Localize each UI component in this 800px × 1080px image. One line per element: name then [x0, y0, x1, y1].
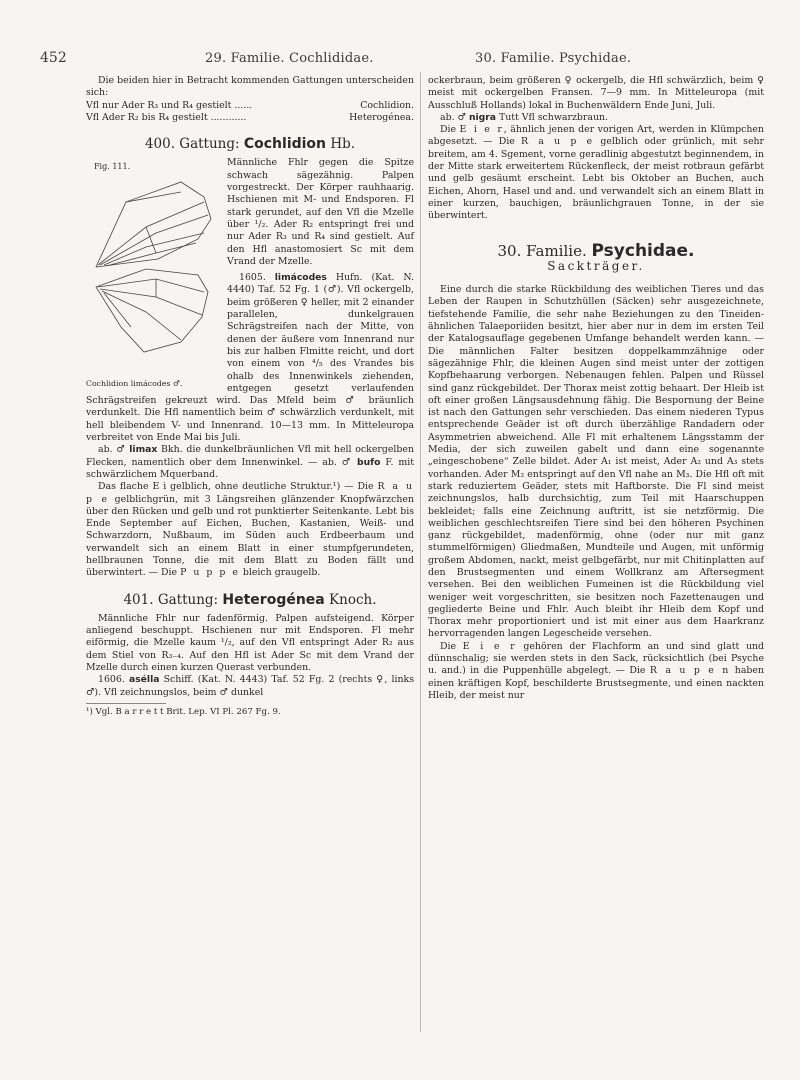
- figure-caption: Cochlidion limácodes ♂.: [86, 379, 183, 389]
- wing-venation-figure: [86, 157, 221, 390]
- footnote: ¹) Vgl. B a r r e t t Brit. Lep. VI Pl. 267 Fg. 9.: [86, 706, 281, 717]
- aberration-limax: ab. ♂ limax Bkh. die dunkelbräunlichen Vfl mit hell ockergelben Flecken, namentlich ober dem Innenwinkel. — ab. ♂ bufo F. mit schwärzlichem Mquerband.: [86, 444, 415, 480]
- figure-label: Fig. 111.: [94, 162, 131, 172]
- intro-paragraph: Die beiden hier in Betracht kommenden Gattungen unterscheiden sich:: [86, 75, 414, 99]
- genus2-description: Männliche Fhlr nur fadenförmig. Palpen aufsteigend. Körper anliegend beschuppt. Hschienen nur mit Endsporen. Fl mehr eiförmig, die Mzelle kaum ¹/₂, auf den Vfl entspringt Ader R₂ aus dem Stiel von R₃₋₄. Auf den Hfl ist Ader Sc mit dem Vrand der Mzelle durch einen kurzen Querast verbunden.: [86, 612, 414, 674]
- family-description: Eine durch die starke Rückbildung des weiblichen Tieres und das Leben der Raupen in Schutzhüllen (Säcken) sehr ausgezeichnete, tiefstehende Familie, die sehr nahe Beziehungen zu den Tineiden-ähnlichen Talaeporiiden besitzt, hier aber nur in dem im ersten Teil der Katalogsauflage gegebenen Umfange behandelt werden kann. — Die männlichen Falter besitzen doppelkammzähnige oder sägezähnige Fhlr, die kleinen Augen sind meist unter der zottigen Kopfbehaarung verborgen. Nebenaugen fehlen. Palpen und Rüssel sind ganz rückgebildet. Der Thorax meist zottig behaart. Der Hleib ist oft einer großen Längsausdehnung fähig. Die Bespornung der Beine ist nach den Gattungen sehr verschieden. Das einem niederen Typus entsprechende Geäder ist oft durch überzählige Randadern oder Asymmetrien abweichend. Alle Fl mit erhaltenem Längsstamm der Media, der sich zuweilen gabelt und dann eine sogenannte „eingeschobene“ Zelle bildet. Ader A₁ ist meist, Ader A₂ und A₃ stets vorhanden. Ader M₂ entspringt auf den Vfl nahe an M₃. Die Hfl oft mit stark reduziertem Geäder, stets mit Haftborste. Die Fl sind meist zeichnungslos, halb durchsichtig, zum Teil mit Haarschuppen bekleidet; falls eine Zeichnung auftritt, ist sie netzförmig. Die weiblichen geschlechtsreifen Tiere sind bei den höheren Psychinen ganz rückgebildet, madenförmig, ohne (oder nur mit ganz stummelförmigen) Gliedmaßen, Mundteile und Augen, mit unförmig großem Abdomen, nackt, meist gelbgefärbt, nur mit Chitinplatten auf den Brustsegmenten und einem Wollkranz am Aftersegment versehen. Bei den weiblichen Fumeinen ist die Rückbildung viel weniger weit vorgeschritten, sie besitzen noch Fazettenaugen und gegliederte Beine und Fhlr. Auch bleibt ihr Hleib dem Kopf und Thorax mehr proportioniert und ist mit einer aus dem Haarkranz hervorragenden langen Legescheide versehen.: [428, 284, 764, 640]
- family-subheading: Sackträger.: [547, 258, 645, 273]
- genus-heading-heterogenea: 401. Gattung: Heterogénea Knoch.: [123, 591, 377, 608]
- key-row-2: Vfl Ader R₂ bis R₄ gestielt ............ Heterogénea.: [86, 111, 414, 123]
- footnote-rule: [86, 703, 166, 704]
- wing-venation-drawing: [86, 157, 221, 377]
- genus1-description: Männliche Fhlr gegen die Spitze schwach sägezähnig. Palpen vorgestreckt. Der Körper rauhhaarig. Hschienen mit M- und Endsporen. Fl stark gerundet, auf den Vfl die Mzelle über ¹/₂. Ader R₂ entspringt frei und nur Ader R₃ und R₄ sind gestielt. Auf den Hfl anastomosiert Sc mit dem Vrand der Mzelle.: [227, 157, 414, 267]
- species-name-limacodes: limácodes: [274, 272, 327, 284]
- right-column: [428, 75, 764, 702]
- aberration-nigra: ab. ♂ nigra Tutt Vfl schwarzbraun.: [440, 111, 609, 123]
- page-header: [40, 50, 765, 68]
- asella-life-history: Die E i e r, ähnlich jenen der vorigen Art, werden in Klümpchen abgesetzt. — Die R a u p e gelblich oder grünlich, mit sehr breitem, am 4. Sgement, vorne geradlinig abgestutzt beginnendem, in der Mitte stark erweitertem Rückenfleck, der meist rotbraun gefärbt und gelb gesäumt erscheint. Lebt bis Oktober an Buchen, auch Eichen, Ahorn, Hasel und and. und verwandelt sich an einem Blatt in einer kurzen, bauchigen, bräunlichgrauen Tonne, in der sie überwintert.: [428, 124, 765, 222]
- species-1605: 1605. limácodes Hufn. (Kat. N. 4440) Taf. 52 Fg. 1 (♂). Vfl ockergelb, beim größeren ♀ heller, mit 2 einander parallelen, dunkelgrauen Schrägstreifen nach der Mitte, von denen der äußere vom Innenrand nur bis zur halben Flmitte reicht, und dort von einem von ⁴/₅ des Vrandes bis ohalb des Innenwinkels ziehenden, entgegen gesetzt verlaufenden Schrägstreifen gekreuzt wird. Das Mfeld beim ♂ bräunlich verdunkelt. Die Hfl namentlich beim ♂ schwärzlich verdunkelt, mit hell bleibendem V- und Innenrand. 10—13 mm. In Mitteleuropa verbreitet von Ende Mai bis Juli.: [86, 272, 414, 444]
- column-divider: [420, 72, 421, 1032]
- page-number: 452: [40, 50, 67, 66]
- running-title-left: 29. Familie. Cochlididae.: [205, 51, 374, 66]
- left-column: [86, 75, 414, 718]
- asella-continuation: ockerbraun, beim größeren ♀ ockergelb, die Hfl schwärzlich, beim ♀ meist mit ockergelben Fransen. 7—9 mm. In Mitteleuropa (mit Ausschluß Hollands) lokal in Buchenwäldern Ende Juni, Juli.: [428, 75, 764, 111]
- key-row-1: Vfl nur Ader R₃ und R₄ gestielt ...... Cochlidion.: [86, 99, 414, 111]
- running-title-right: 30. Familie. Psychidae.: [475, 51, 632, 66]
- species-1606: 1606. asélla Schiff. (Kat. N. 4443) Taf. 52 Fg. 2 (rechts ♀, links ♂). Vfl zeichnungslos, beim ♂ dunkel: [86, 674, 415, 698]
- genus-heading-cochlidion: 400. Gattung: Cochlidion Hb.: [144, 136, 356, 153]
- species-name-asella: asélla: [129, 674, 160, 686]
- egg-larva-paragraph: Das flache E i gelblich, ohne deutliche Struktur.¹) — Die R a u p e gelblichgrün, mit 3 Längsreihen glänzender Knopfwärzchen über den Rücken und gelb und rot punktierter Seitenkante. Lebt bis Ende September auf Eichen, Buchen, Kastanien, Weiß- und Schwarzdorn, Nußbaum, im Süden auch Erdbeerbaum und verwandelt sich an einem Blatt in einer stumpfgerundeten, hellbraunen Tonne, die mit dem Blatt zu Boden fällt und überwintert. — Die P u p p e bleich graugelb.: [86, 481, 414, 579]
- family-heading-psychidae: 30. Familie. Psychidae.: [497, 240, 695, 261]
- family-eggs-larvae: Die E i e r gehören der Flachform an und sind glatt und dünnschalig; sie werden stets in den Sack, rücksichtlich (bei Psyche u. and.) in die Puppenhülle abgelegt. — Die R a u p e n haben einen kräftigen Kopf, beschilderte Brustsegmente, und einen nackten Hleib, der meist nur: [428, 640, 765, 701]
